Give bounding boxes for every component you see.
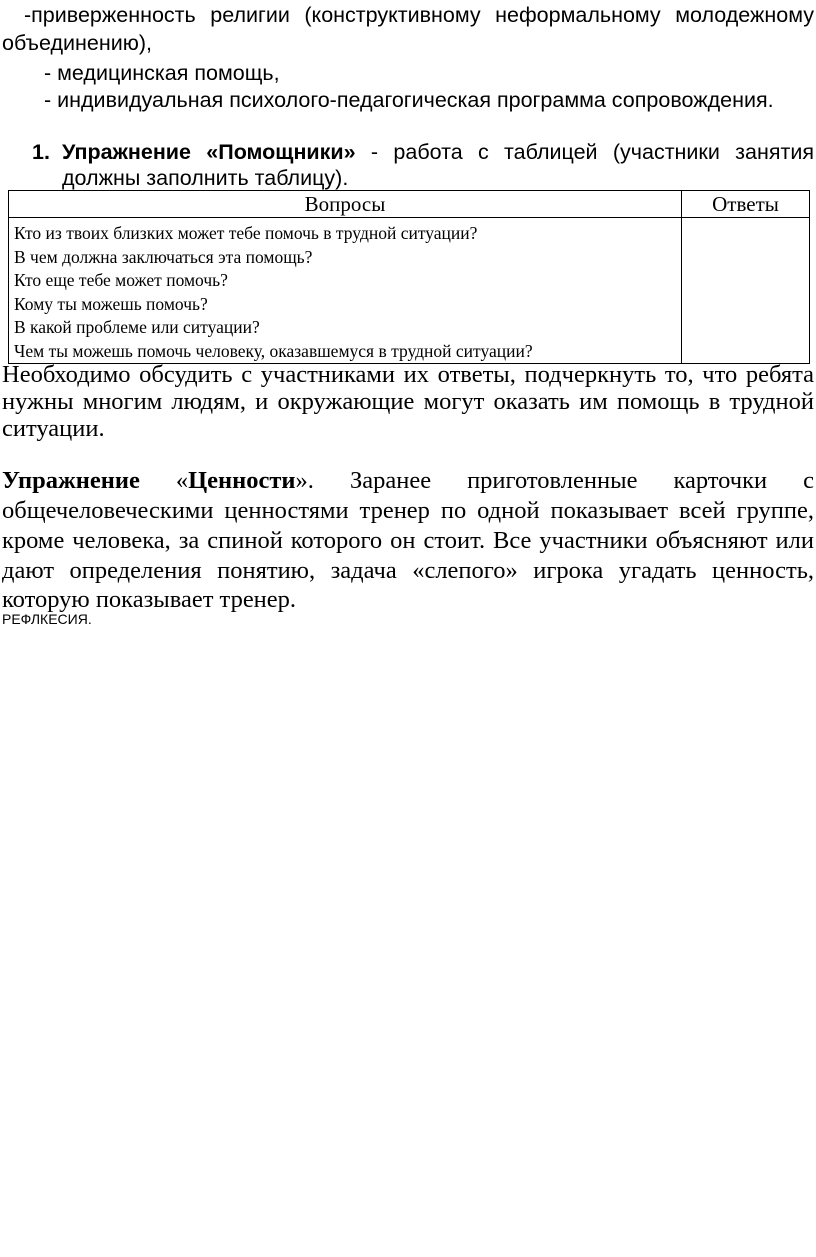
- header-answers: Ответы: [682, 191, 810, 218]
- reflection-heading: РЕФЛКЕСИЯ.: [2, 611, 92, 627]
- exercise2-line-4: дают определения понятию, задача «слепого» игрока угадать ценность,: [2, 557, 814, 584]
- exercise2-line-1: [2, 466, 814, 496]
- intro-item-program: - индивидуальная психолого-педагогическая программа сопровождения.: [44, 88, 774, 112]
- intro-line-1: [2, 2, 814, 28]
- exercise1-line-1: [62, 139, 814, 165]
- helpers-table: [8, 190, 810, 364]
- discussion-line-3: ситуации.: [2, 415, 105, 442]
- answers-cell: [682, 218, 810, 364]
- exercise1-desc-1: - работа с таблицей (участники занятия: [370, 140, 814, 164]
- discussion-line-1: Необходимо обсудить с участниками их ответы, подчеркнуть то, что ребята: [2, 361, 814, 388]
- discussion-line-2: нужны многим людям, и окружающие могут оказать им помощь в трудной: [2, 388, 814, 415]
- question-item: Кто еще тебе может помочь?: [14, 270, 228, 290]
- exercise2-line1-rest: Заранее приготовленные карточки с: [349, 467, 815, 494]
- question-item: В чем должна заключаться эта помощь?: [14, 246, 313, 267]
- question-item: Чем ты можешь помочь человеку, оказавшемуся в трудной ситуации?: [14, 340, 533, 361]
- exercise2-title-name: Ценности: [188, 467, 296, 494]
- exercise2-close-quote: ».: [295, 467, 314, 494]
- exercise2-title-word: Упражнение: [2, 467, 140, 494]
- exercise2-line-2: общечеловеческими ценностями тренер по одной показывает всей группе,: [2, 497, 814, 524]
- exercise1-title: Упражнение «Помощники»: [62, 140, 356, 164]
- question-item: Кому ты можешь помочь?: [14, 293, 208, 314]
- question-item: В какой проблеме или ситуации?: [14, 317, 260, 337]
- exercise1-number-text: 1.: [32, 140, 50, 164]
- intro-text-1: -приверженность религии (конструктивному неформальному молодежному: [24, 3, 814, 27]
- question-item: Кто из твоих близких может тебе помочь в трудной ситуации?: [14, 223, 478, 243]
- questions-cell: [9, 218, 682, 364]
- exercise1-desc-2: должны заполнить таблицу).: [62, 166, 349, 190]
- header-questions: Вопросы: [9, 191, 682, 218]
- exercise2-title-group: [176, 467, 314, 494]
- exercise2-open-quote: «: [175, 467, 189, 494]
- exercise2-line-3: кроме человека, за спиной которого он стоит. Все участники объясняют или: [2, 527, 814, 554]
- intro-line-2: объединению),: [2, 31, 153, 55]
- intro-item-medical: - медицинская помощь,: [44, 61, 280, 85]
- exercise1-number: [32, 139, 50, 165]
- exercise2-line-5: которую показывает тренер.: [2, 586, 297, 613]
